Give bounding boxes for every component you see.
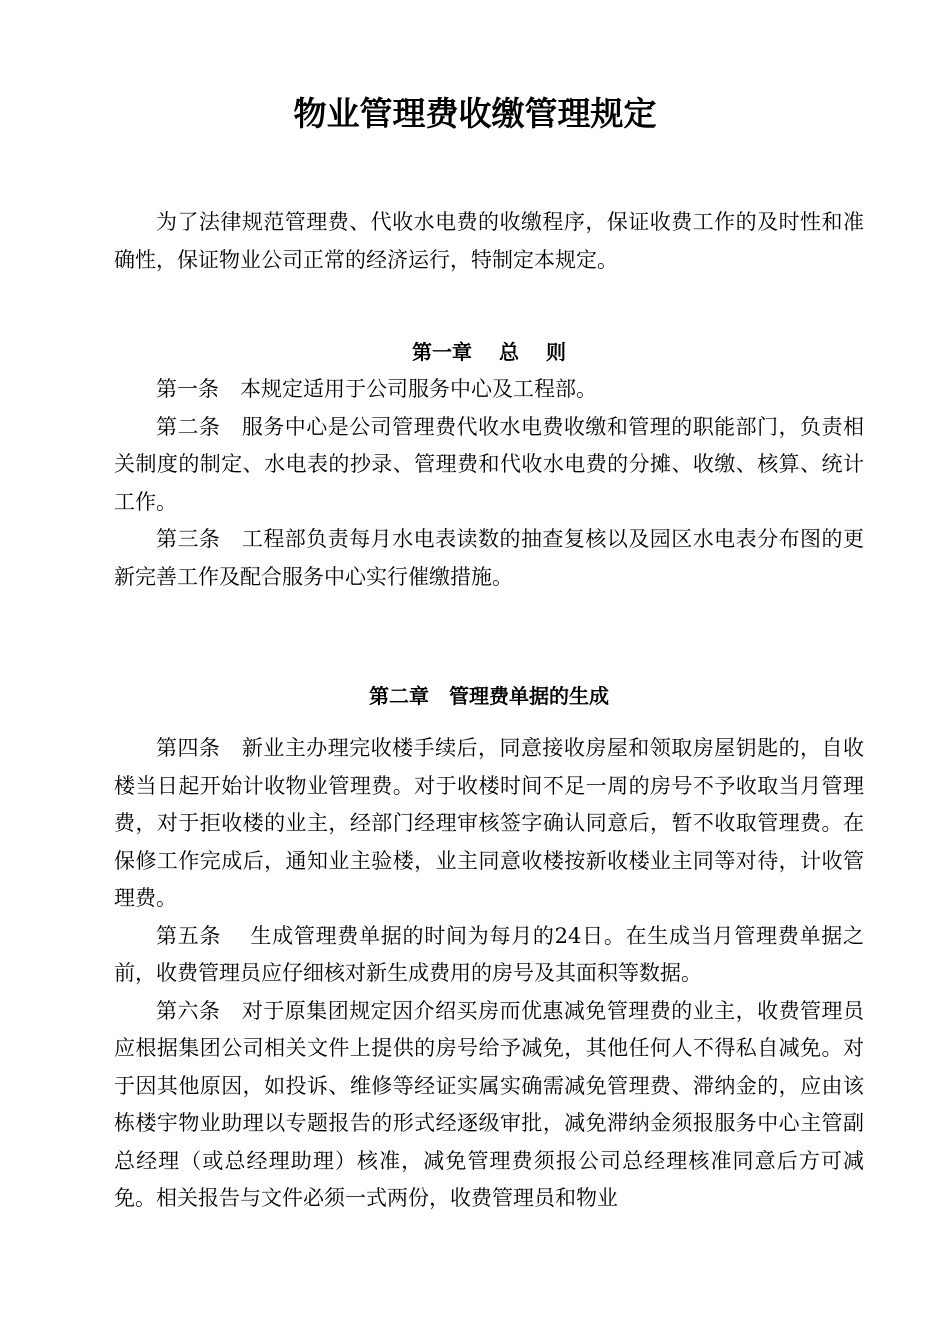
article-text: 服务中心是公司管理费代收水电费收缴和管理的职能部门，负责相关制度的制定、水电表的抄录、管理费和代收水电费的分摊、收缴、核算、统计工作。 xyxy=(114,414,864,514)
article-5 xyxy=(114,918,864,993)
chapter-2-heading: 第二章 管理费单据的生成 xyxy=(369,684,609,708)
article-text: 对于原集团规定因介绍买房而优惠减免管理费的业主，收费管理员应根据集团公司相关文件上提供的房号给予减免，其他任何人不得私自减免。对于因其他原因，如投诉、维修等经证实属实确需减免管理费、滞纳金的，应由该栋楼宇物业助理以专题报告的形式经逐级审批，减免滞纳金须报服务中心主管副总经理（或总经理助理）核准，减免管理费须报公司总经理核准同意后方可减免。相关报告与文件必须一式两份，收费管理员和物业 xyxy=(114,998,864,1210)
chapter-2-body xyxy=(114,730,864,1218)
article-3 xyxy=(114,521,864,596)
article-text: 新业主办理完收楼手续后，同意接收房屋和领取房屋钥匙的，自收楼当日起开始计收物业管理费。对于收楼时间不足一周的房号不予收取当月管理费，对于拒收楼的业主，经部门经理审核签字确认同意后，暂不收取管理费。在保修工作完成后，通知业主验楼，业主同意收楼按新收楼业主同等对待，计收管理费。 xyxy=(114,736,864,910)
article-number: 第三条 xyxy=(156,527,242,551)
article-number: 第六条 xyxy=(156,998,242,1023)
article-number: 第二条 xyxy=(156,414,242,439)
article-number: 第五条 xyxy=(156,923,251,948)
article-number: 第四条 xyxy=(156,736,242,760)
document-title: 物业管理费收缴管理规定 xyxy=(293,94,657,133)
intro-section xyxy=(114,204,864,279)
article-text: 工程部负责每月水电表读数的抽查复核以及园区水电表分布图的更新完善工作及配合服务中心实行催缴措施。 xyxy=(114,527,864,589)
chapter-1-body xyxy=(114,371,864,596)
chapter-1-heading: 第一章 总 则 xyxy=(412,340,566,364)
article-1 xyxy=(114,371,864,409)
article-text: 本规定适用于公司服务中心及工程部。 xyxy=(240,377,597,401)
article-text: 生成管理费单据的时间为每月的24日。在生成当月管理费单据之前，收费管理员应仔细核对新生成费用的房号及其面积等数据。 xyxy=(114,923,864,985)
article-6 xyxy=(114,993,864,1218)
intro-paragraph: 为了法律规范管理费、代收水电费的收缴程序，保证收费工作的及时性和准确性，保证物业公司正常的经济运行，特制定本规定。 xyxy=(114,210,864,272)
article-number: 第一条 xyxy=(156,377,240,401)
article-4 xyxy=(114,730,864,918)
article-2 xyxy=(114,409,864,522)
